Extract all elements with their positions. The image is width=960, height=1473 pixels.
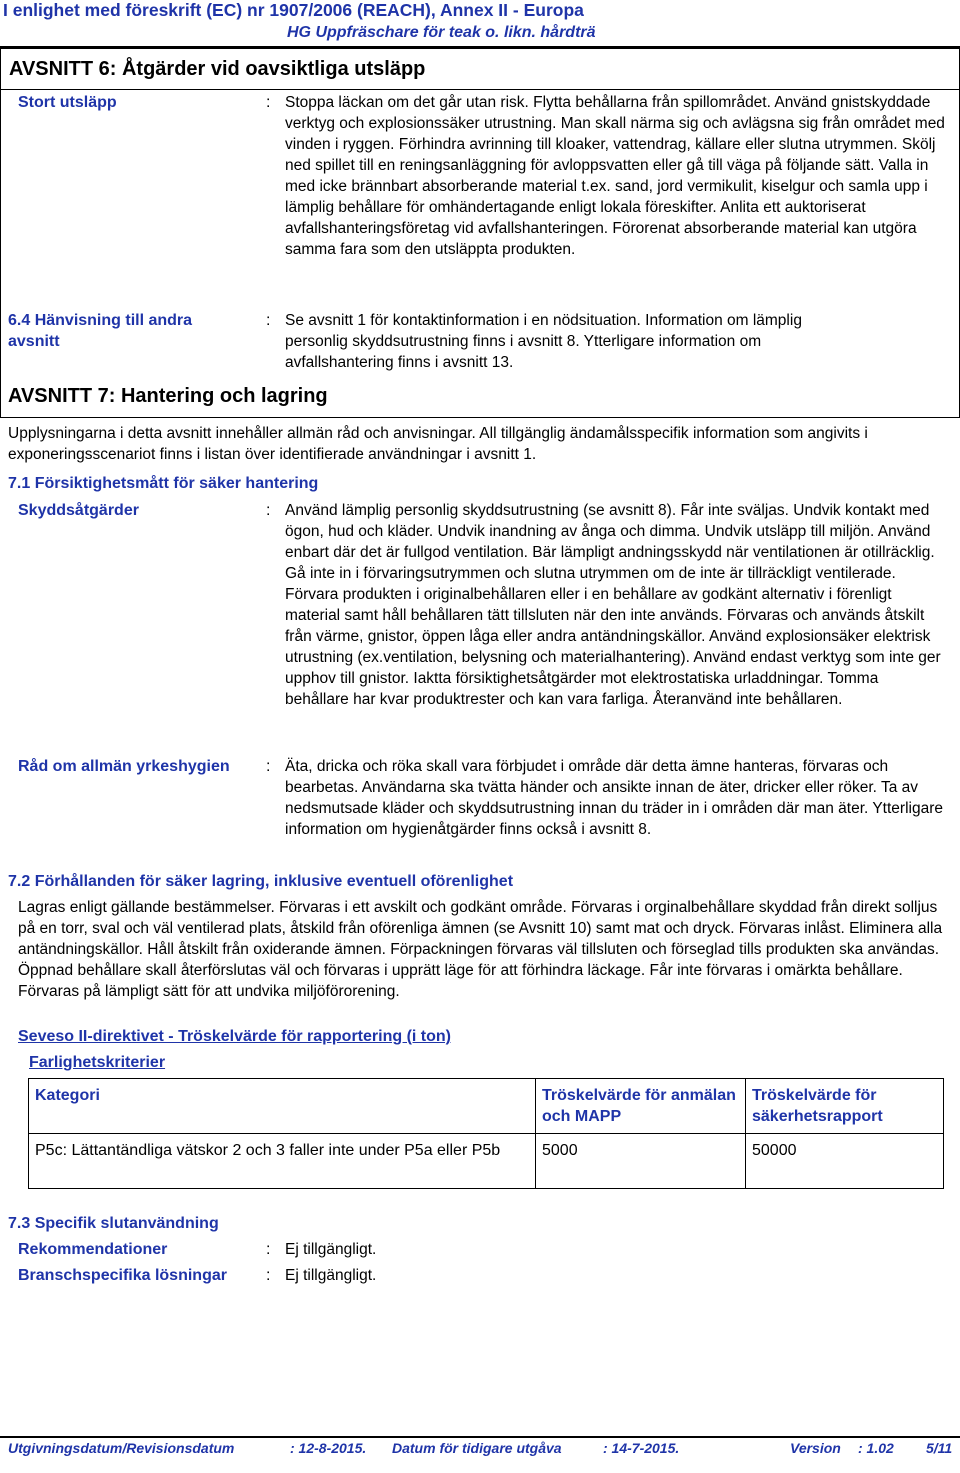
seveso-table [28, 1078, 944, 1189]
section7-title: AVSNITT 7: Hantering och lagring [8, 385, 328, 407]
footer-page-number: 5/11 [926, 1440, 953, 1456]
table-header-notification-threshold: Tröskelvärde för anmälan och MAPP [536, 1079, 746, 1134]
footer-issue-date-value: : 12-8-2015. [290, 1440, 367, 1456]
protective-measures-text: Använd lämplig personlig skyddsutrustning (se avsnitt 8). Får inte sväljas. Undvik kontakt med ögon, hud och kläder. Undvik inandning av ånga och dimma. Undvik utsläpp till miljön. Använd enbart där det är fullgod ventilation. Bär lämpligt andningsskydd när ventilationen är otillräcklig. Gå inte in i förvaringsutrymmen och slutna utrymmen om de inte är tillräckligt ventilerade. Förvara produkten i originalbehållaren eller i en behållare av godkänt alternativ i förenligt material samt håll behållaren tätt tillsluten när den inte används. Förvaras och används åtskilt från värme, gnistor, öppen låga eller andra antändningskällor. Använd explosionsäker elektrisk utrustning (ex.ventilation, belysning och materialhantering). Använd endast verktyg som inte ger upphov till gnistor. Iaktta försiktighetsåtgärder mot elektrostatiska urladdningar. Tomma behållare har kvar produktrester och kan vara farliga. Återanvänd inte behållaren. [285, 502, 941, 708]
colon: : [266, 502, 271, 519]
section6-title-box [0, 48, 960, 90]
industry-solutions-label: Branschspecifika lösningar [18, 1267, 227, 1284]
footer-divider [0, 1436, 960, 1438]
hygiene-label: Råd om allmän yrkeshygien [18, 758, 230, 775]
large-spill-text: Stoppa läckan om det går utan risk. Flytta behållarna från spillområdet. Använd gnistskyddade verktyg och explosionssäker utrustning. Man skall närma sig och avlägsna sig från området med vinden i ryggen. Förhindra avrinning till kloaker, vattendrag, källare eller slutna utrymmen. Skölj ned spillet till en reningsanläggning för avloppsvatten eller gå till väga på följande sätt. Valla in med icke brännbart absorberande material t.ex. sand, jord vermikulit, kiselgur och samla upp i lämplig behållare för omhändertagande enligt lokala föreskifter. Anlita ett auktoriserat avfallshanteringsföretag vid avfallshanteringen. Förorenat absorberande material kan utgöra samma fara som den utsläppta produkten. [285, 94, 945, 258]
colon: : [266, 758, 271, 775]
storage-text: Lagras enligt gällande bestämmelser. Förvaras i ett avskilt och godkänt område. Förvaras i orginalbehållare skyddad från direkt solljus på en torr, sval och väl ventilerad plats, åtskild från oförenliga ämnen (se Avsnitt 10) samt mat och dryck. Förvaras inlåst. Eliminera alla antändningskällor. Håll åtskilt från oxiderande ämnen. Förpackningen förvaras väl tillsluten och förseglad tills produkten ska användas. Öppnad behållare skall återförslutas väl och förvaras i upprätt läge för att förhindra läckage. Får inte förvaras i omärkta behållare. Förvaras på lämpligt sätt för att undvika miljöförorening. [18, 899, 943, 1000]
footer-version-label: Version [790, 1440, 841, 1456]
footer-previous-date-label: Datum för tidigare utgåva [392, 1440, 562, 1456]
table-cell-notification-threshold: 5000 [536, 1134, 746, 1189]
table-header-safety-report-threshold: Tröskelvärde för säkerhetsrapport [746, 1079, 944, 1134]
colon: : [266, 94, 271, 111]
seveso-title: Seveso II-direktivet - Tröskelvärde för rapportering (i ton) [18, 1028, 451, 1045]
colon: : [266, 1267, 271, 1284]
table-header-category: Kategori [29, 1079, 536, 1134]
industry-solutions-value: Ej tillgängligt. [285, 1267, 377, 1284]
section7-intro: Upplysningarna i detta avsnitt innehåller allmän råd och anvisningar. All tillgänglig ändamålsspecifik information som angivits i exponeringsscenariot finns i listan över identifierade användningar i avsnitt 1. [8, 425, 868, 463]
section-reference-text: Se avsnitt 1 för kontaktinformation i en nödsituation. Information om lämplig personlig skyddsutrustning finns i avsnitt 8. Ytterligare information om avfallshantering finns i avsnitt 13. [285, 312, 802, 371]
table-cell-safety-report-threshold: 50000 [746, 1134, 944, 1189]
subsection-7-3-title: 7.3 Specifik slutanvändning [8, 1215, 219, 1232]
subsection-7-1-title: 7.1 Försiktighetsmått för säker hantering [8, 475, 319, 492]
table-cell-category: P5c: Lättantändliga vätskor 2 och 3 faller inte under P5a eller P5b [29, 1134, 536, 1189]
table-header-row [29, 1079, 944, 1134]
colon: : [266, 312, 271, 329]
document-header-title: I enlighet med föreskrift (EC) nr 1907/2006 (REACH), Annex II - Europa [3, 0, 584, 20]
large-spill-label: Stort utsläpp [18, 94, 117, 111]
recommendations-value: Ej tillgängligt. [285, 1241, 377, 1258]
colon: : [266, 1241, 271, 1258]
section-reference-label: 6.4 Hänvisning till andra avsnitt [8, 312, 193, 350]
subsection-7-2-title: 7.2 Förhållanden för säker lagring, inklusive eventuell oförenlighet [8, 873, 514, 890]
footer-version-value: : 1.02 [858, 1440, 894, 1456]
footer-issue-date-label: Utgivningsdatum/Revisionsdatum [8, 1440, 235, 1456]
product-name: HG Uppfräschare för teak o. likn. hårdträ [287, 24, 596, 41]
recommendations-label: Rekommendationer [18, 1241, 168, 1258]
footer-previous-date-value: : 14-7-2015. [603, 1440, 680, 1456]
section6-title: AVSNITT 6: Åtgärder vid oavsiktliga utsläpp [9, 58, 426, 80]
table-row [29, 1134, 944, 1189]
hazard-criteria-title: Farlighetskriterier [29, 1054, 166, 1071]
protective-measures-label: Skyddsåtgärder [18, 502, 139, 519]
hygiene-text: Äta, dricka och röka skall vara förbjudet i område där detta ämne hanteras, förvaras och bearbetas. Användarna ska tvätta händer och ansikte innan de äter, dricker eller röker. Ta av nedsmutsade kläder och skyddsutrustning innan du träder in i områden där man äter. Ytterligare information om hygienåtgärder finns också i avsnitt 8. [285, 758, 943, 838]
